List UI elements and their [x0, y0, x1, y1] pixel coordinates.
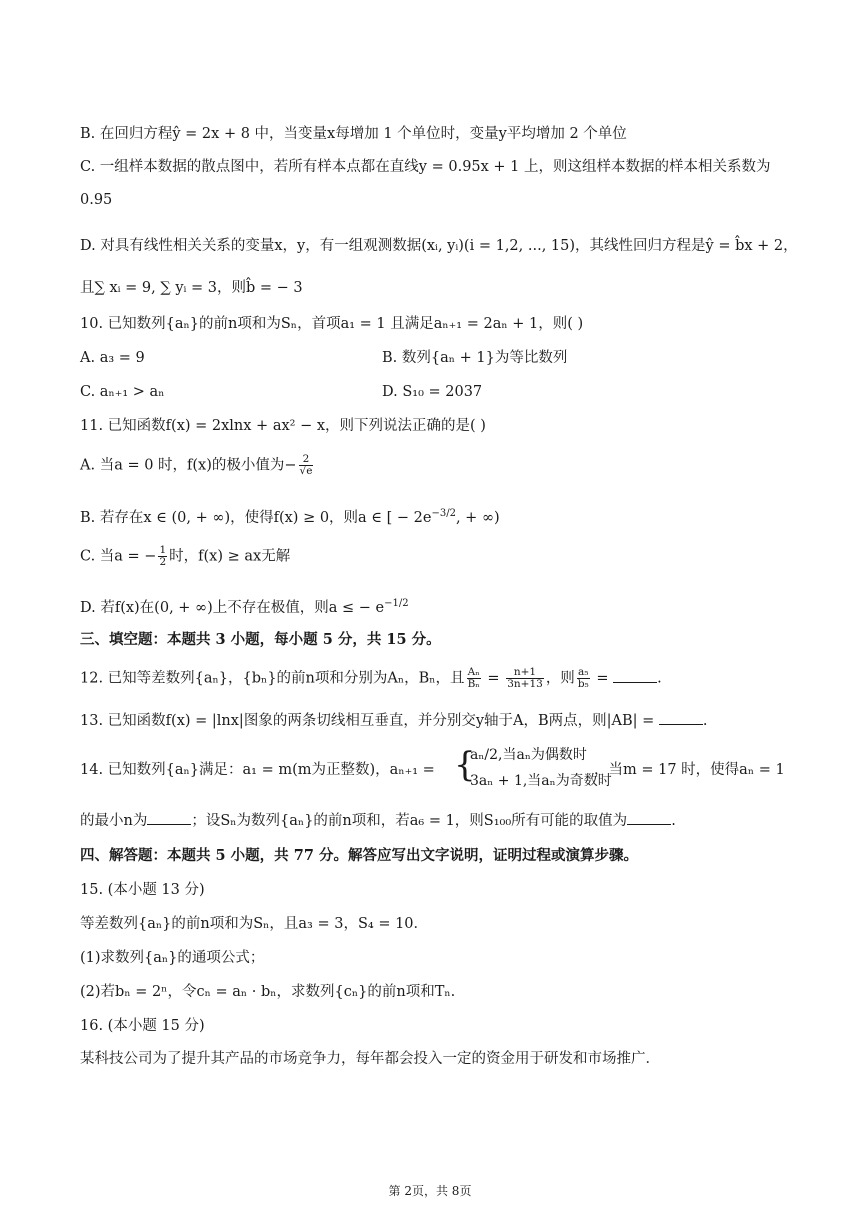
fraction — [158, 545, 167, 568]
fraction-numerator: 1 — [159, 544, 167, 556]
piece-odd: 3aₙ + 1,当aₙ为奇数时 — [470, 773, 612, 789]
fraction-denominator: 3n+13 — [507, 678, 543, 690]
option-9b: B. 在回归方程ŷ = 2x + 8 中，当变量x每增加 1 个单位时，变量y平均增加 2 个单位 — [80, 126, 627, 142]
option-11c-tail: 时，f(x) ≥ ax无解 — [169, 548, 291, 565]
question-14-line2 — [80, 811, 676, 831]
question-14-text: 的最小n为 — [80, 813, 148, 829]
question-15-heading: 15. (本小题 13 分) — [80, 882, 205, 898]
question-12-text: 12. 已知等差数列{aₙ}，{bₙ}的前n项和分别为Aₙ，Bₙ，且 — [80, 670, 465, 687]
option-10d: D. S₁₀ = 2037 — [382, 384, 483, 400]
period: . — [702, 713, 708, 729]
question-14-line1: 14. 已知数列{aₙ}满足：a₁ = m(m为正整数)，aₙ₊₁ = — [80, 762, 435, 778]
answer-blank[interactable] — [613, 670, 657, 683]
page-footer: 第 2页，共 8页 — [388, 1184, 472, 1198]
fraction-denominator: 2 — [159, 556, 167, 568]
option-11a — [80, 454, 315, 477]
exponent: −3/2 — [431, 508, 456, 519]
option-10c: C. aₙ₊₁ > aₙ — [80, 384, 165, 400]
option-11c — [80, 545, 290, 568]
option-11b — [80, 504, 500, 528]
section-4-heading: 四、解答题：本题共 5 小题，共 77 分。解答应写出文字说明，证明过程或演算步骤。 — [80, 847, 638, 864]
option-11d — [80, 594, 409, 618]
answer-blank[interactable] — [627, 812, 671, 825]
question-14-text-2: ；设Sₙ为数列{aₙ}的前n项和，若a₆ = 1，则S₁₀₀所有可能的取值为 — [191, 813, 628, 829]
question-16-heading: 16. (本小题 15 分) — [80, 1018, 205, 1034]
period: . — [657, 670, 662, 687]
fraction-numerator: a₅ — [578, 666, 589, 678]
question-12-then: ，则 — [545, 670, 575, 687]
option-10b: B. 数列{aₙ + 1}为等比数列 — [382, 350, 568, 366]
fraction-denominator: √e — [299, 465, 313, 477]
section-3-heading: 三、填空题：本题共 3 小题，每小题 5 分，共 15 分。 — [80, 631, 441, 648]
equals: = — [482, 670, 505, 687]
fraction — [506, 667, 544, 690]
left-brace: { — [454, 745, 476, 785]
fraction — [299, 454, 314, 477]
option-11b-text: B. 若存在x ∈ (0, + ∞)，使得f(x) ≥ 0，则a ∈ [ − 2e — [80, 509, 432, 526]
question-10: 10. 已知数列{aₙ}的前n项和为Sₙ，首项a₁ = 1 且满足aₙ₊₁ = 2aₙ + 1，则( ) — [80, 316, 584, 332]
piece-even: aₙ/2,当aₙ为偶数时 — [470, 747, 587, 763]
fraction-denominator: Bₙ — [467, 678, 480, 690]
option-9d-line2: 且∑ xᵢ = 9, ∑ yᵢ = 3，则b̂ = − 3 — [80, 280, 303, 296]
question-12 — [80, 667, 662, 690]
fraction-denominator: b₅ — [577, 678, 589, 690]
question-15-stem: 等差数列{aₙ}的前n项和为Sₙ，且a₃ = 3，S₄ = 10． — [80, 916, 429, 932]
option-11b-end: , + ∞) — [455, 509, 500, 526]
period: . — [671, 813, 676, 829]
fraction — [467, 667, 481, 690]
question-15-part2: (2)若bₙ = 2ⁿ，令cₙ = aₙ · bₙ，求数列{cₙ}的前n项和Tₙ. — [80, 984, 456, 1000]
question-13-text: 13. 已知函数f(x) = |lnx|图象的两条切线相互垂直，并分别交y轴于A，B两点，则|AB| = — [80, 713, 659, 729]
question-11: 11. 已知函数f(x) = 2xlnx + ax² − x，则下列说法正确的是( ) — [80, 418, 486, 434]
question-14-line1-end: ，当m = 17 时，使得aₙ = 1 — [594, 762, 785, 778]
fraction-numerator: Aₙ — [467, 666, 480, 678]
answer-blank[interactable] — [659, 712, 703, 725]
option-9c-line1: C. 一组样本数据的散点图中，若所有样本点都在直线y = 0.95x + 1 上，则这组样本数据的样本相关系数为 — [80, 159, 771, 175]
fraction-numerator: 2 — [299, 454, 314, 466]
question-16-stem: 某科技公司为了提升其产品的市场竞争力，每年都会投入一定的资金用于研发和市场推广． — [80, 1051, 660, 1067]
option-10a: A. a₃ = 9 — [80, 350, 145, 366]
option-9d-line1: D. 对具有线性相关关系的变量x，y，有一组观测数据(xᵢ, yᵢ)(i = 1,2, ..., 15)，其线性回归方程是ŷ = b̂x + 2， — [80, 238, 798, 254]
fraction — [577, 667, 590, 690]
option-11c-text: C. 当a = − — [80, 548, 157, 565]
answer-blank[interactable] — [147, 812, 191, 825]
question-13 — [80, 711, 708, 731]
option-9c-line2: 0.95 — [80, 192, 113, 208]
fraction-numerator: n+1 — [506, 667, 544, 679]
exponent: −1/2 — [384, 598, 409, 609]
option-11a-text: A. 当a = 0 时，f(x)的极小值为− — [80, 457, 297, 474]
question-15-part1: (1)求数列{aₙ}的通项公式； — [80, 950, 265, 966]
option-11d-text: D. 若f(x)在(0, + ∞)上不存在极值，则a ≤ − e — [80, 599, 385, 616]
equals: = — [591, 670, 614, 687]
